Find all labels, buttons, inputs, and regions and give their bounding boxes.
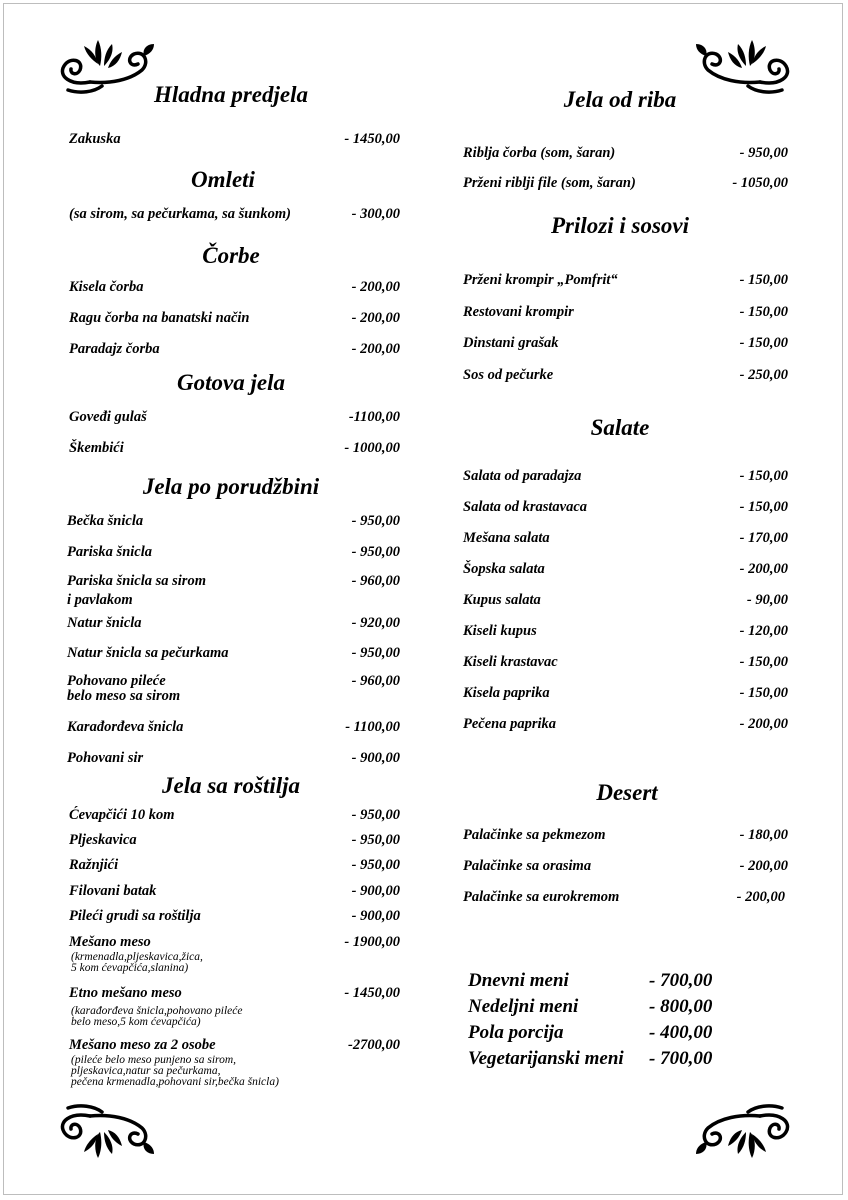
menu-item-price: - 1900,00	[344, 934, 400, 950]
menu-item-note: (pileće belo meso punjeno sa sirom,	[71, 1054, 237, 1066]
menu-item-name: Filovani batak	[69, 883, 157, 899]
menu-item-price: - 960,00	[351, 673, 400, 689]
menu-item-price: - 1450,00	[344, 985, 400, 1001]
menu-item-name: Etno mešano meso	[69, 985, 182, 1001]
section-title-desert: Desert	[596, 780, 658, 805]
daily-menu-name: Pola porcija	[468, 1022, 564, 1043]
menu-item-name: Karađorđeva šnicla	[67, 719, 184, 735]
menu-item-price: -1100,00	[348, 409, 400, 425]
menu-item-name: Kisela čorba	[69, 279, 144, 295]
section-title-gotova-jela: Gotova jela	[177, 370, 285, 395]
scroll-ornament-top-right	[690, 36, 800, 96]
menu-item-price: - 180,00	[739, 827, 788, 843]
menu-item-name: Kiseli kupus	[463, 623, 537, 639]
menu-item-price: - 1100,00	[345, 719, 400, 735]
menu-item-name: Kisela paprika	[463, 685, 550, 701]
menu-item-price: - 90,00	[746, 592, 788, 608]
menu-item-note: 5 kom ćevapčića,slanina)	[71, 962, 189, 974]
scroll-ornament-bottom-left	[50, 1102, 160, 1162]
menu-item-name: Paradajz čorba	[69, 341, 160, 357]
daily-menu-name: Dnevni meni	[468, 970, 569, 991]
section-title-corbe: Čorbe	[202, 243, 260, 268]
menu-item-name: Riblja čorba (som, šaran)	[463, 145, 616, 161]
menu-item-price: - 250,00	[739, 367, 788, 383]
menu-item-name: Škembići	[69, 440, 124, 456]
menu-item-price: - 950,00	[351, 857, 400, 873]
menu-item-name: Mešano meso za 2 osobe	[69, 1037, 216, 1053]
daily-menu-price: - 400,00	[649, 1022, 713, 1043]
menu-item-name: Bečka šnicla	[67, 513, 144, 529]
menu-item-name: Ražnjići	[69, 857, 119, 873]
menu-item-note: (karađorđeva šnicla,pohovano pileće	[71, 1005, 243, 1017]
menu-item-price: - 900,00	[351, 883, 400, 899]
menu-item-price: - 1050,00	[732, 175, 788, 191]
menu-item-name: Restovani krompir	[463, 304, 574, 320]
menu-item-price: - 950,00	[351, 807, 400, 823]
menu-item-price: - 150,00	[739, 304, 788, 320]
menu-item-price: - 900,00	[351, 750, 400, 766]
menu-item-name: Pohovano pileće	[67, 673, 166, 689]
menu-item-name: Pljeskavica	[69, 832, 137, 848]
menu-item-note: belo meso,5 kom ćevapčića)	[71, 1016, 201, 1028]
menu-item-price: - 1450,00	[344, 131, 400, 147]
menu-item-name: Dinstani grašak	[463, 335, 559, 351]
menu-item-price: - 1000,00	[344, 440, 400, 456]
section-title-omleti: Omleti	[191, 167, 255, 192]
daily-menu-name: Nedeljni meni	[468, 996, 579, 1017]
menu-item-price: - 200,00	[351, 279, 400, 295]
menu-item-name: Palačinke sa orasima	[463, 858, 592, 874]
menu-item-name: Prženi krompir „Pomfrit“	[463, 272, 618, 288]
menu-item-price: - 200,00	[351, 310, 400, 326]
menu-item-name: Pečena paprika	[463, 716, 557, 732]
menu-item-price: - 150,00	[739, 654, 788, 670]
menu-item-note: pečena krmenadla,pohovani sir,bečka šnicla)	[71, 1076, 279, 1088]
menu-item-name: Ragu čorba na banatski način	[69, 310, 250, 326]
menu-item-name: Sos od pečurke	[463, 367, 554, 383]
menu-item-price: - 960,00	[351, 573, 400, 589]
menu-item-name: Salata od krastavaca	[463, 499, 588, 515]
menu-item-price: - 950,00	[351, 544, 400, 560]
menu-item-price: - 150,00	[739, 335, 788, 351]
menu-item-name: Natur šnicla sa pečurkama	[67, 645, 229, 661]
scroll-ornament-top-left	[50, 36, 160, 96]
section-title-jela-od-riba: Jela od riba	[563, 87, 677, 112]
menu-item-price: - 950,00	[351, 513, 400, 529]
menu-item-price: - 900,00	[351, 908, 400, 924]
menu-item-price: - 950,00	[739, 145, 788, 161]
menu-item-price: - 170,00	[739, 530, 788, 546]
menu-item-name: Salata od paradajza	[463, 468, 582, 484]
daily-menu-price: - 700,00	[649, 1048, 713, 1069]
menu-item-price: - 150,00	[739, 685, 788, 701]
menu-item-price: - 150,00	[739, 499, 788, 515]
section-title-prilozi-i-sosovi: Prilozi i sosovi	[550, 213, 690, 238]
daily-menu-name: Vegetarijanski meni	[468, 1048, 624, 1069]
menu-item-name: Kupus salata	[463, 592, 541, 608]
menu-item-price: - 950,00	[351, 645, 400, 661]
menu-item-price: - 200,00	[739, 858, 788, 874]
menu-item-name: Kiseli krastavac	[463, 654, 558, 670]
menu-item-name: Pohovani sir	[67, 750, 144, 766]
menu-item-name: Zakuska	[69, 131, 121, 147]
menu-item-name: Šopska salata	[463, 561, 545, 577]
menu-item-name: Palačinke sa eurokremom	[463, 889, 620, 905]
menu-item-price: -2700,00	[348, 1037, 400, 1053]
menu-item-price: - 120,00	[739, 623, 788, 639]
menu-item-name: Mešano meso	[69, 934, 151, 950]
menu-item-name: Mešana salata	[463, 530, 550, 546]
menu-item-price: - 150,00	[739, 272, 788, 288]
menu-item-name: Pariska šnicla sa sirom	[67, 573, 206, 589]
menu-item-price: - 200,00	[736, 889, 785, 905]
menu-item-price: - 950,00	[351, 832, 400, 848]
menu-item-price: - 200,00	[739, 561, 788, 577]
menu-item-price: - 200,00	[739, 716, 788, 732]
menu-item-note: pljeskavica,natur sa pečurkama,	[71, 1065, 221, 1077]
menu-item-name: Goveđi gulaš	[69, 409, 147, 425]
menu-item-price: - 200,00	[351, 341, 400, 357]
daily-menu-price: - 800,00	[649, 996, 713, 1017]
scroll-ornament-bottom-right	[690, 1102, 800, 1162]
menu-item-name: Ćevapčići 10 kom	[69, 807, 175, 823]
menu-item-price: - 300,00	[351, 206, 400, 222]
section-title-jela-sa-rostilja: Jela sa roštilja	[161, 773, 301, 798]
section-title-jela-po-porudzbini: Jela po porudžbini	[142, 474, 320, 499]
menu-item-name: Pariska šnicla	[67, 544, 152, 560]
menu-item-name: Prženi riblji file (som, šaran)	[463, 175, 636, 191]
menu-item-price: - 920,00	[351, 615, 400, 631]
menu-item-price: - 150,00	[739, 468, 788, 484]
section-title-salate: Salate	[590, 415, 650, 440]
menu-item-name-continued: i pavlakom	[67, 592, 133, 608]
menu-item-name-continued: belo meso sa sirom	[67, 688, 181, 704]
daily-menu-price: - 700,00	[649, 970, 713, 991]
menu-item-name: Palačinke sa pekmezom	[463, 827, 606, 843]
menu-item-name: Natur šnicla	[67, 615, 142, 631]
menu-item-note: (krmenadla,pljeskavica,žica,	[71, 951, 203, 963]
menu-item-name: (sa sirom, sa pečurkama, sa šunkom)	[69, 206, 291, 222]
menu-item-name: Pileći grudi sa roštilja	[69, 908, 201, 924]
section-title-hladna-predjela: Hladna predjela	[154, 82, 308, 107]
